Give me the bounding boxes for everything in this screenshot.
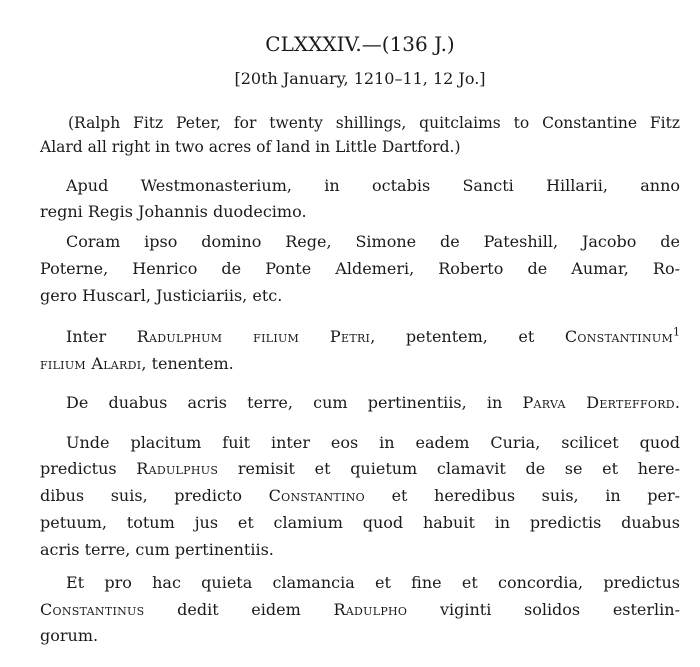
place-name: Parva Dertefford — [522, 393, 675, 412]
text-run: , petentem, et — [370, 327, 565, 346]
paragraph-2-line: gero Huscarl, Justiciariis, etc. — [40, 286, 283, 305]
paragraph-2-line: Coram ipso domino Rege, Simone de Pateshill, Jacobo de — [66, 232, 680, 251]
paragraph-1-line: Apud Westmonasterium, in octabis Sancti Hillarii, anno — [66, 176, 680, 195]
text-run: Inter — [66, 327, 137, 346]
party-name: Radulphus — [136, 459, 219, 478]
text-run: De duabus acris terre, cum pertinentiis, in — [66, 393, 523, 412]
summary-line: (Ralph Fitz Peter, for twenty shillings, quitclaims to Constantine Fitz — [68, 114, 680, 132]
party-name: Constantinus — [40, 600, 145, 619]
text-run: . — [674, 393, 681, 412]
text-run: et heredibus suis, in per- — [364, 486, 681, 505]
record-date: [20th January, 1210–11, 12 Jo.] — [234, 69, 486, 88]
paragraph-5-line: petuum, totum jus et clamium quod habuit in predictis duabus — [40, 513, 680, 532]
party-name: Radulpho — [333, 600, 408, 619]
paragraph-6-line: gorum. — [40, 626, 99, 645]
paragraph-5-line: acris terre, cum pertinentiis. — [40, 540, 274, 559]
text-run: viginti solidos esterlin- — [407, 600, 680, 619]
text-run: dibus suis, predicto — [40, 486, 269, 505]
party-name: Constantinum — [564, 327, 674, 346]
paragraph-4-line — [40, 390, 680, 416]
party-name: Radulphum filium Petri — [136, 327, 371, 346]
text-run: , tenentem. — [141, 354, 234, 373]
paragraph-1-line: regni Regis Johannis duodecimo. — [40, 202, 307, 221]
paragraph-5-line — [40, 483, 680, 509]
record-heading: CLXXXIV.—(136 J.) — [265, 32, 455, 56]
party-name: Constantino — [268, 486, 365, 505]
summary-line: Alard all right in two acres of land in Little Dartford.) — [40, 138, 461, 156]
party-name: filium Alardi — [40, 354, 142, 373]
paragraph-3-line — [40, 351, 680, 377]
text-run: remisit et quietum clamavit de se et here- — [218, 459, 680, 478]
paragraph-2-line: Poterne, Henrico de Ponte Aldemeri, Roberto de Aumar, Ro- — [40, 259, 680, 278]
text-run: predictus — [40, 459, 137, 478]
footnote-marker: 1 — [673, 325, 681, 339]
paragraph-6-line — [40, 597, 680, 623]
paragraph-5-line — [40, 456, 680, 482]
paragraph-5-line: Unde placitum fuit inter eos in eadem Curia, scilicet quod — [66, 433, 680, 452]
record-summary — [40, 111, 680, 159]
paragraph-6-line: Et pro hac quieta clamancia et fine et concordia, predictus — [66, 573, 680, 592]
paragraph-3-line — [40, 324, 680, 350]
text-run: dedit eidem — [144, 600, 334, 619]
